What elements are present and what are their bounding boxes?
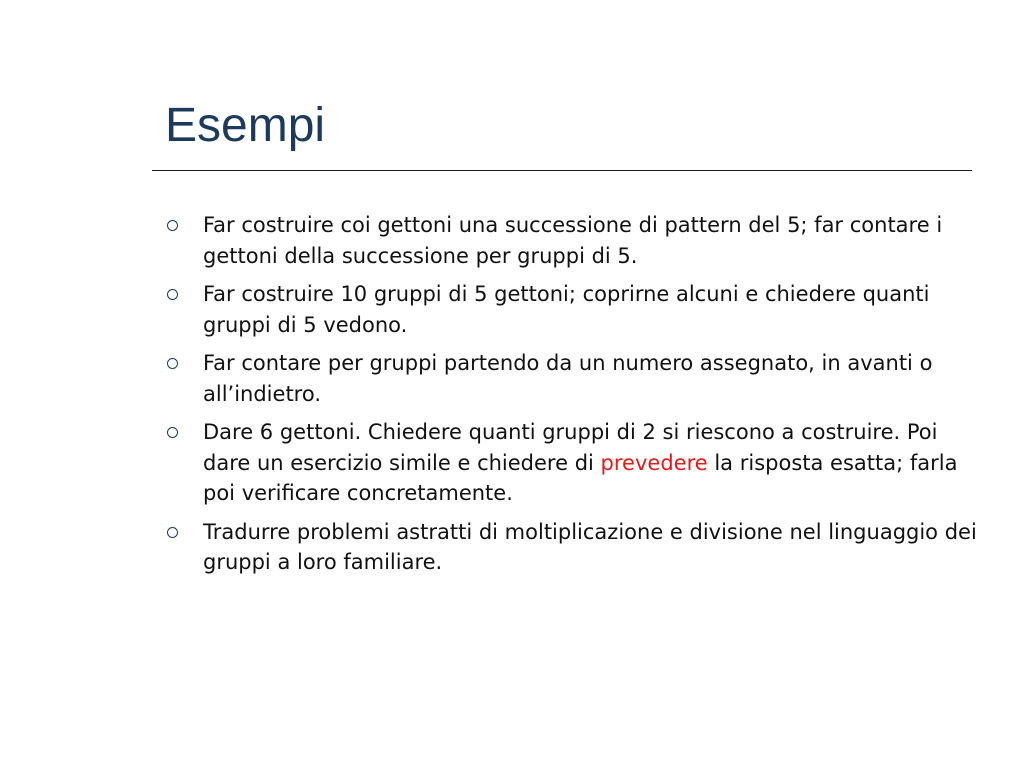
hollow-circle-icon	[167, 289, 178, 300]
bullet-text	[203, 420, 957, 505]
bullet-text: Tradurre problemi astratti di moltiplicazione e divisione nel linguaggio dei gruppi a loro familiare.	[203, 519, 977, 574]
bullet-item	[160, 517, 980, 578]
hollow-circle-icon	[167, 358, 178, 369]
slide-title: Esempi	[165, 99, 326, 152]
bullet-text: Far costruire coi gettoni una successione di pattern del 5; far contare i gettoni della successione per gruppi di 5.	[203, 213, 943, 268]
title-divider	[152, 170, 972, 171]
bullet-text: Far contare per gruppi partendo da un numero assegnato, in avanti o all’indietro.	[203, 351, 933, 406]
highlighted-word: prevedere	[600, 450, 708, 475]
hollow-circle-icon	[167, 220, 178, 231]
hollow-circle-icon	[167, 527, 178, 538]
bullet-text-part: la risposta esatta; farla poi verificare concretamente.	[203, 450, 958, 505]
bullet-item	[160, 279, 980, 340]
bullet-item	[160, 417, 980, 509]
bullet-item	[160, 348, 980, 409]
bullet-list	[160, 210, 980, 586]
bullet-item	[160, 210, 980, 271]
bullet-text-part: Dare 6 gettoni. Chiedere quanti gruppi di 2 si riescono a costruire. Poi dare un esercizio simile e chiedere di	[203, 420, 938, 475]
bullet-text: Far costruire 10 gruppi di 5 gettoni; coprirne alcuni e chiedere quanti gruppi di 5 vedono.	[203, 282, 930, 337]
hollow-circle-icon	[167, 427, 178, 438]
